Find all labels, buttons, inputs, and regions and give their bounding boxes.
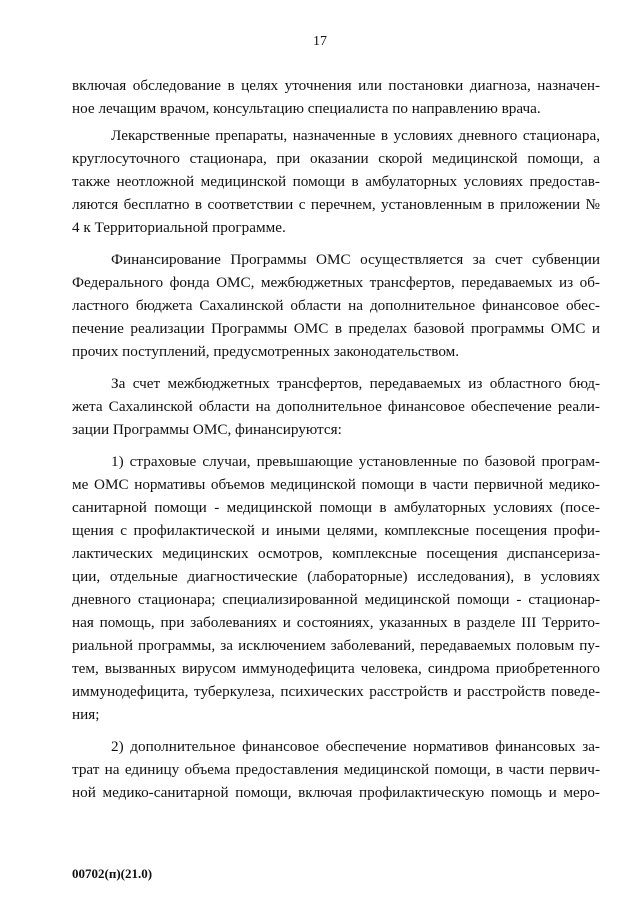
text-line: 2) дополнительное финансовое обеспечение нормативов финансовых за-	[111, 738, 600, 755]
text-line: 1) страховые случаи, превышающие установленные по базовой програм-	[111, 453, 600, 470]
text-line: Федерального фонда ОМС, межбюджетных трансфертов, передаваемых из об-	[72, 274, 600, 291]
text-line: Финансирование Программы ОМС осуществляется за счет субвенции	[111, 251, 600, 268]
text-line: ния;	[72, 706, 100, 723]
text-line: ной медико-санитарной помощи, включая профилактическую помощь и меро-	[72, 784, 600, 801]
text-line: прочих поступлений, предусмотренных законодательством.	[72, 343, 460, 360]
text-line: ластного бюджета Сахалинской области на дополнительное финансовое обес-	[72, 297, 600, 314]
text-line: дневного стационара; специализированной медицинской помощи - стационар-	[72, 591, 600, 608]
text-line: ляются бесплатно в соответствии с перечнем, установленным в приложении №	[72, 196, 600, 213]
text-line: включая обследование в целях уточнения или постановки диагноза, назначен-	[72, 77, 600, 94]
text-line: печение реализации Программы ОМС в пределах базовой программы ОМС и	[72, 320, 600, 337]
text-line: трат на единицу объема предоставления медицинской помощи, в части первич-	[72, 761, 600, 778]
text-line: щения с профилактической и иными целями, комплексные посещения профи-	[72, 522, 600, 539]
text-line: тем, вызванных вирусом иммунодефицита человека, синдрома приобретенного	[72, 660, 600, 677]
text-line: зации Программы ОМС, финансируются:	[72, 421, 342, 438]
text-line: круглосуточного стационара, при оказании скорой медицинской помощи, а	[72, 150, 600, 167]
text-line: ное лечащим врачом, консультацию специалиста по направлению врача.	[72, 100, 541, 117]
text-line: лактических медицинских осмотров, комплексные посещения диспансериза-	[72, 545, 600, 562]
page-number: 17	[313, 34, 327, 49]
text-line: За счет межбюджетных трансфертов, передаваемых из областного бюд-	[111, 375, 600, 392]
text-line: 4 к Территориальной программе.	[72, 219, 286, 236]
text-line: санитарной помощи - медицинской помощи в амбулаторных условиях (посе-	[72, 499, 600, 516]
document-code: 00702(п)(21.0)	[72, 866, 153, 881]
text-line: ме ОМС нормативы объемов медицинской помощи в части первичной медико-	[72, 476, 600, 493]
text-line: ции, отдельные диагностические (лабораторные) исследования), в условиях	[72, 568, 600, 585]
text-line: риальной программы, за исключением заболеваний, передаваемых половым пу-	[72, 637, 600, 654]
text-line: жета Сахалинской области на дополнительное финансовое обеспечение реали-	[72, 398, 600, 415]
text-line: также неотложной медицинской помощи в амбулаторных условиях предостав-	[72, 173, 600, 190]
text-line: Лекарственные препараты, назначенные в условиях дневного стационара,	[111, 127, 600, 144]
text-line: ная помощь, при заболеваниях и состояниях, указанных в разделе III Террито-	[72, 614, 600, 631]
text-line: иммунодефицита, туберкулеза, психических расстройств и расстройств поведе-	[72, 683, 600, 700]
